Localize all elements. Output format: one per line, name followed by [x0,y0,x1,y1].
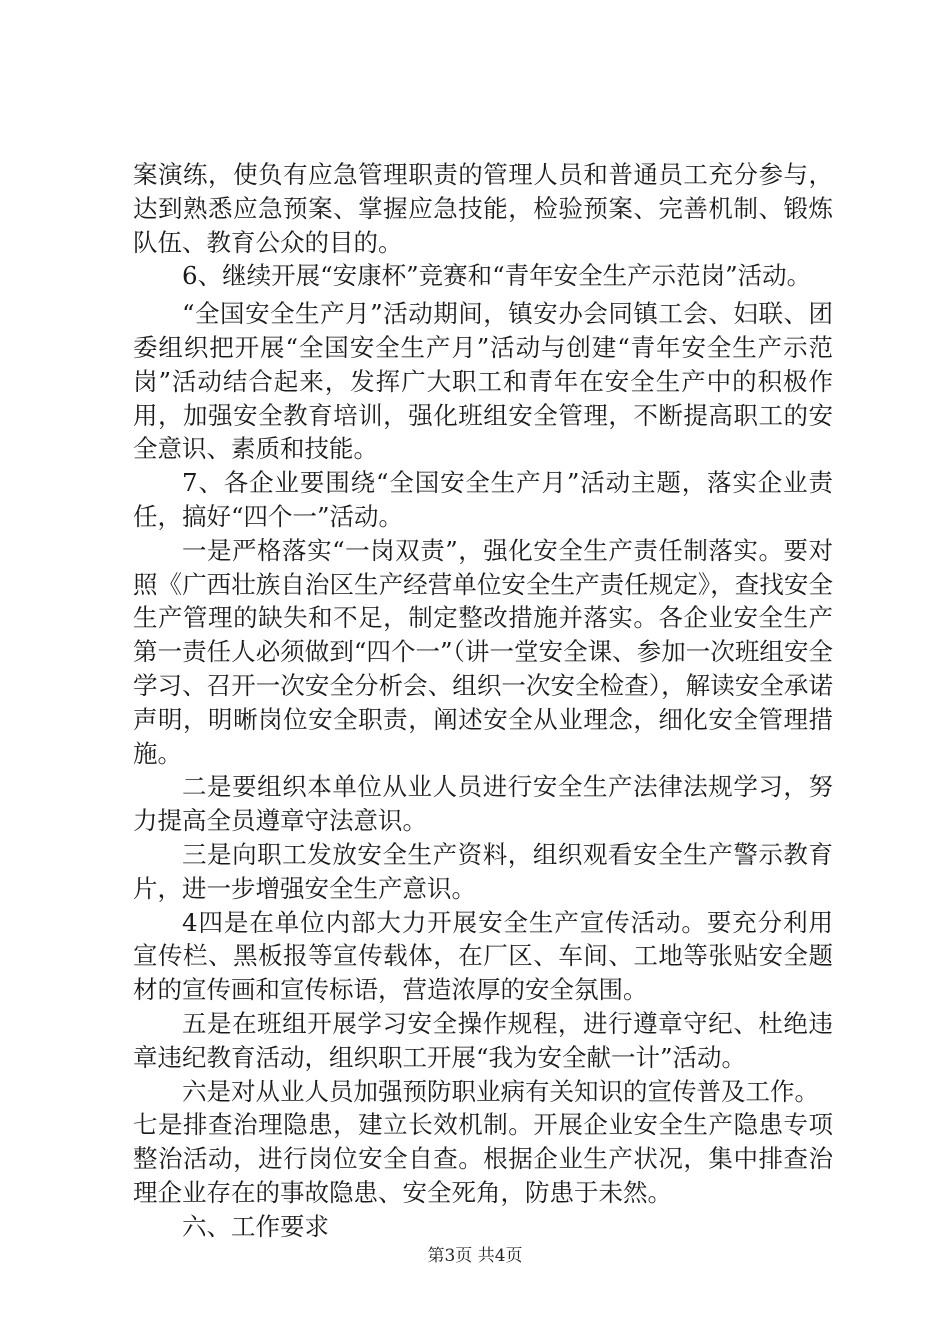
paragraph-point-3: 三是向职工发放安全生产资料，组织观看安全生产警示教育片，进一步增强安全生产意识。 [133,839,833,903]
document-body [133,158,833,1244]
page-number: 第3页 共4页 [427,1246,523,1266]
paragraph-item-6: 6、继续开展“安康杯”竞赛和“青年安全生产示范岗”活动。 [182,261,812,291]
section-heading-work-requirements: 六、工作要求 [182,1211,329,1241]
paragraph-item-7: 7、各企业要围绕“全国安全生产月”活动主题，落实企业责任，搞好“四个一”活动。 [133,468,833,531]
paragraph-safety-month: “全国安全生产月”活动期间，镇安办会同镇工会、妇联、团委组织把开展“全国安全生产月”活动与创建“青年安全生产示范岗”活动结合起来，发挥广大职工和青年在安全生产中的积极作用，加强安全教育培训，强化班组安全管理，不断提高职工的安全意识、素质和技能。 [133,299,833,464]
paragraph-point-5: 五是在班组开展学习安全操作规程，进行遵章守纪、杜绝违章违纪教育活动，组织职工开展“我为安全献一计”活动。 [133,1008,833,1072]
paragraph-point-4: 4四是在单位内部大力开展安全生产宣传活动。要充分利用宣传栏、黑板报等宣传载体，在厂区、车间、工地等张贴安全题材的宣传画和宣传标语，营造浓厚的安全氛围。 [133,907,833,1005]
paragraph-emergency-drill: 案演练，使负有应急管理职责的管理人员和普通员工充分参与，达到熟悉应急预案、掌握应急技能，检验预案、完善机制、锻炼队伍、教育公众的目的。 [133,160,833,257]
paragraph-point-6: 六是对从业人员加强预防职业病有关知识的宣传普及工作。 [182,1076,819,1106]
paragraph-point-2: 二是要组织本单位从业人员进行安全生产法律法规学习，努力提高全员遵章守法意识。 [133,772,833,836]
paragraph-point-7: 七是排查治理隐患，建立长效机制。开展企业安全生产隐患专项整治活动，进行岗位安全自查。根据企业生产状况，集中排查治理企业存在的事故隐患、安全死角，防患于未然。 [133,1110,833,1207]
paragraph-point-1: 一是严格落实“一岗双责”，强化安全生产责任制落实。要对照《广西壮族自治区生产经营单位安全生产责任规定》，查找安全生产管理的缺失和不足，制定整改措施并落实。各企业安全生产第一责任人必须做到“四个一”（讲一堂安全课、参加一次班组安全学习、召开一次安全分析会、组织一次安全检查），解读安全承诺声明，明晰岗位安全职责，阐述安全从业理念，细化安全管理措施。 [133,535,833,768]
